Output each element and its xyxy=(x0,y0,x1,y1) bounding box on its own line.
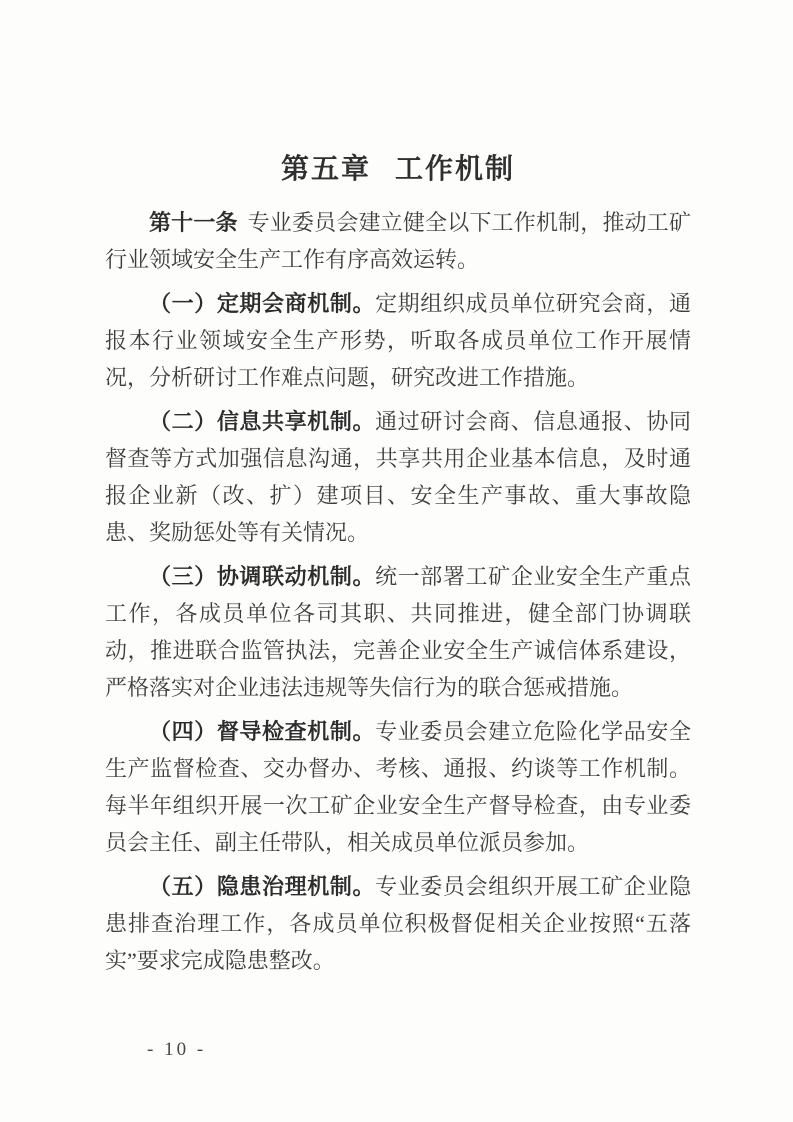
list-item-3 xyxy=(105,558,691,706)
list-item-2-text: 通过研讨会商、信息通报、协同督查等方式加强信息沟通，共享共用企业基本信息，及时通报企业新（改、扩）建项目、安全生产事故、重大事故隐患、奖励惩处等有关情况。 xyxy=(105,409,691,545)
chapter-name: 工作机制 xyxy=(395,153,516,184)
chapter-number: 第五章 xyxy=(280,153,371,184)
list-item-5-lead: （五）隐患治理机制。 xyxy=(149,874,376,899)
article-text: 专业委员会建立健全以下工作机制，推动工矿行业领域安全生产工作有序高效运转。 xyxy=(105,210,691,272)
list-item-2-lead: （二）信息共享机制。 xyxy=(149,409,376,434)
list-item-4-text: 专业委员会建立危险化学品安全生产监督检查、交办督办、考核、通报、约谈等工作机制。每半年组织开展一次工矿企业安全生产督导检查，由专业委员会主任、副主任带队，相关成员单位派员参加。 xyxy=(105,719,691,855)
list-item-3-lead: （三）协调联动机制。 xyxy=(149,564,376,589)
list-item-1 xyxy=(105,285,691,396)
chapter-title xyxy=(105,147,691,187)
list-item-4 xyxy=(105,713,691,861)
list-item-5-text: 专业委员会组织开展工矿企业隐患排查治理工作，各成员单位积极督促相关企业按照“五落实”要求完成隐患整改。 xyxy=(105,874,691,973)
list-item-1-lead: （一）定期会商机制。 xyxy=(149,291,376,316)
list-item-1-text: 定期组织成员单位研究会商，通报本行业领域安全生产形势，听取各成员单位工作开展情况，分析研讨工作难点问题，研究改进工作措施。 xyxy=(105,291,691,390)
document-content xyxy=(105,147,691,986)
page-number: - 10 - xyxy=(147,1039,207,1060)
list-item-2 xyxy=(105,403,691,551)
article-number-label: 第十一条 xyxy=(149,210,238,235)
list-item-3-text: 统一部署工矿企业安全生产重点工作，各成员单位各司其职、共同推进，健全部门协调联动，推进联合监管执法，完善企业安全生产诚信体系建设，严格落实对企业违法违规等失信行为的联合惩戒措施。 xyxy=(105,564,691,700)
article-paragraph xyxy=(105,204,691,278)
list-item-5 xyxy=(105,868,691,979)
list-item-4-lead: （四）督导检查机制。 xyxy=(149,719,376,744)
